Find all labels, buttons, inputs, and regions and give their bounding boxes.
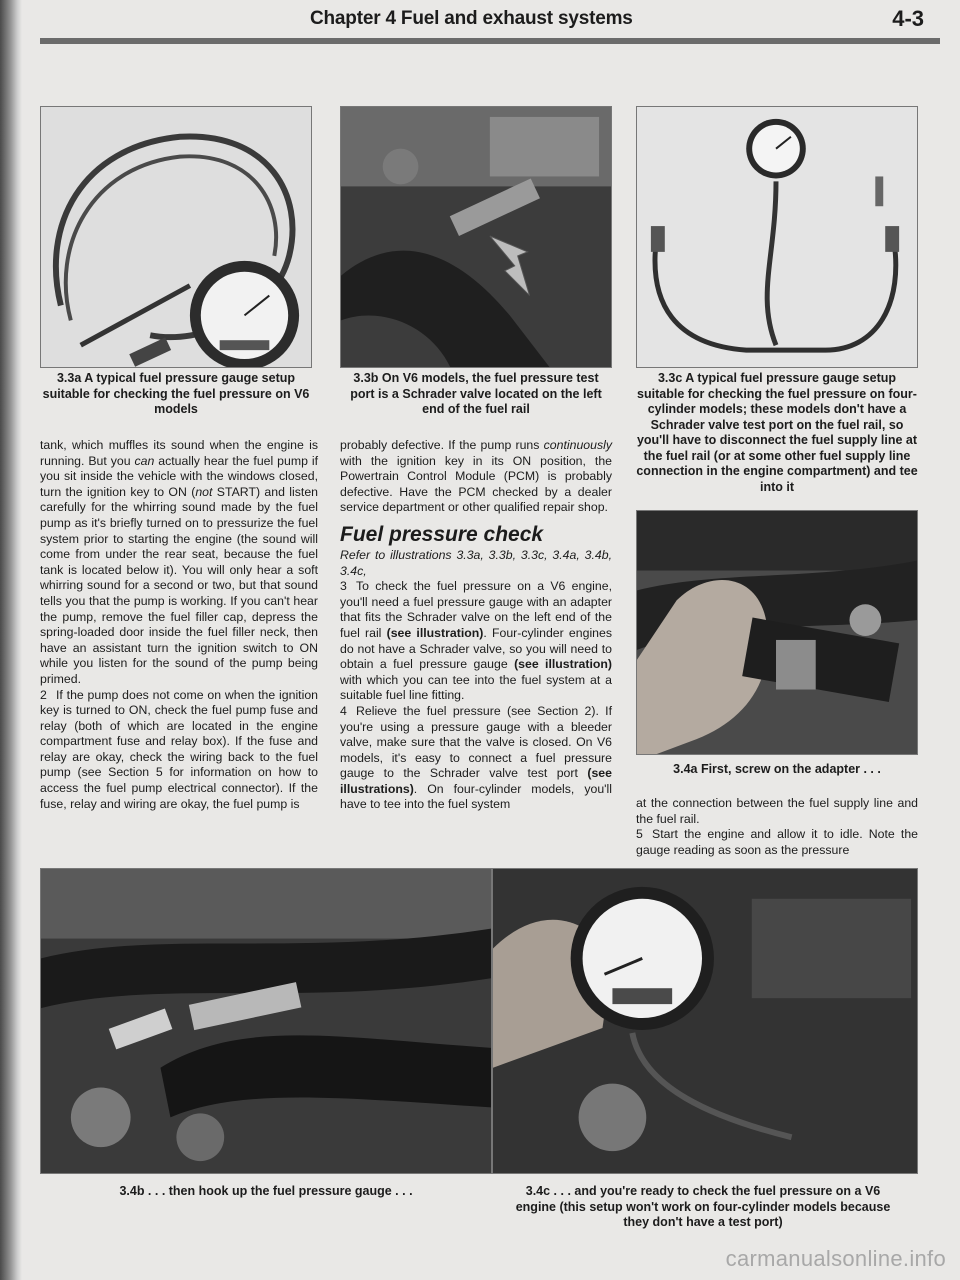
paragraph-continued: probably defective. If the pump runs continuously with the ignition key in its ON position, the Powertrain Control Module (PCM) is probably defective. Have the PCM checked by a dealer service department or other qualified repair shop.: [340, 438, 612, 515]
photo-3-4c-gauge-reading: [492, 868, 918, 1174]
caption-3-4a: 3.4a First, screw on the adapter . . .: [673, 762, 881, 776]
section-heading: Fuel pressure check: [340, 522, 544, 546]
photo-3-3b-schrader-valve: [340, 106, 612, 368]
page-number: 4-3: [892, 6, 924, 31]
caption-3-3b: 3.3b On V6 models, the fuel pressure test port is a Schrader valve located on the left end of the fuel rail: [350, 371, 602, 416]
illustration-reference: Refer to illustrations 3.3a, 3.3b, 3.3c, 3.4a, 3.4b, 3.4c,: [340, 547, 612, 578]
text-column-1: [40, 438, 318, 812]
caption-3-4b: 3.4b . . . then hook up the fuel pressure gauge . . .: [119, 1184, 413, 1198]
photo-3-4a-adapter: [636, 510, 918, 755]
caption-3-4c: 3.4c . . . and you're ready to check the fuel pressure on a V6 engine (this setup won't work on four-cylinder models because they don't have a test port): [515, 1184, 891, 1229]
header-rule: [40, 38, 940, 44]
paragraph-3: 3 To check the fuel pressure on a V6 engine, you'll need a fuel pressure gauge with an adapter that fits the Schrader valve on the left end of the fuel rail (see illustration). Four-cylinder engines do not have a Schrader valve, so you will need to obtain a fuel pressure gauge (see illustration) with which you can tee into the fuel system at a suitable fuel line fitting.: [340, 579, 613, 703]
watermark: carmanualsonline.info: [725, 1246, 946, 1271]
text-column-3: [636, 796, 918, 858]
caption-3-3a: 3.3a A typical fuel pressure gauge setup suitable for checking the fuel pressure on V6 models: [42, 371, 310, 416]
page-header: [290, 6, 940, 40]
paragraph-4: 4 Relieve the fuel pressure (see Section 2). If you're using a pressure gauge with a bleeder valve, make sure that the valve is closed. On V6 models, it's easy to connect a fuel pressure gauge to the Schrader valve test port (see illustrations). On four-cylinder models, you'll have to tee into the fuel system: [340, 703, 612, 812]
page-binding-shadow: [0, 0, 22, 1280]
paragraph-1: tank, which muffles its sound when the engine is running. But you can actually hear the fuel pump if you sit inside the vehicle with the windows closed, turn the ignition key to ON (not START) and listen carefully for the whirring sound made by the fuel pump as it's briefly turned on to pressurize the fuel system prior to starting the engine (the sound will come from under the rear seat, because the fuel tank is located below it). You will only hear a soft whirring sound for a second or two, but that sound tells you that the pump is working. If you can't hear the pump, remove the fuel filler cap, depress the spring-loaded door inside the fuel filler neck, then have an assistant turn the ignition switch to ON while you listen for the sound of the pump being primed.: [40, 438, 318, 686]
photo-3-4b-gauge-hookup: [40, 868, 492, 1174]
chapter-title: Chapter 4 Fuel and exhaust systems: [310, 8, 633, 29]
photo-3-3c-gauge-setup-four-cylinder: [636, 106, 918, 368]
paragraph-5: 5 Start the engine and allow it to idle. Note the gauge reading as soon as the pressure: [636, 827, 918, 857]
paragraph-continued-3: at the connection between the fuel supply line and the fuel rail.: [636, 796, 918, 826]
text-column-2: [340, 438, 612, 813]
paragraph-2: 2 If the pump does not come on when the ignition key is turned to ON, check the fuel pump fuse and relay (both of which are located in the engine compartment fuse and relay box). If the fuse and relay are okay, check the wiring back to the fuel pump (see Section 5 for information on how to access the fuel pump electrical connector). If the fuse, relay and wiring are okay, the fuel pump is: [40, 687, 318, 811]
caption-3-3c: 3.3c A typical fuel pressure gauge setup suitable for checking the fuel pressure on four-cylinder models; these models don't have a Schrader valve test port on the fuel rail, so you'll have to disconnect the fuel supply line at the fuel rail (or at some other fuel supply line connection in the engine compartment) and tee into it: [636, 371, 918, 494]
photo-3-3a-gauge-setup: [40, 106, 312, 368]
